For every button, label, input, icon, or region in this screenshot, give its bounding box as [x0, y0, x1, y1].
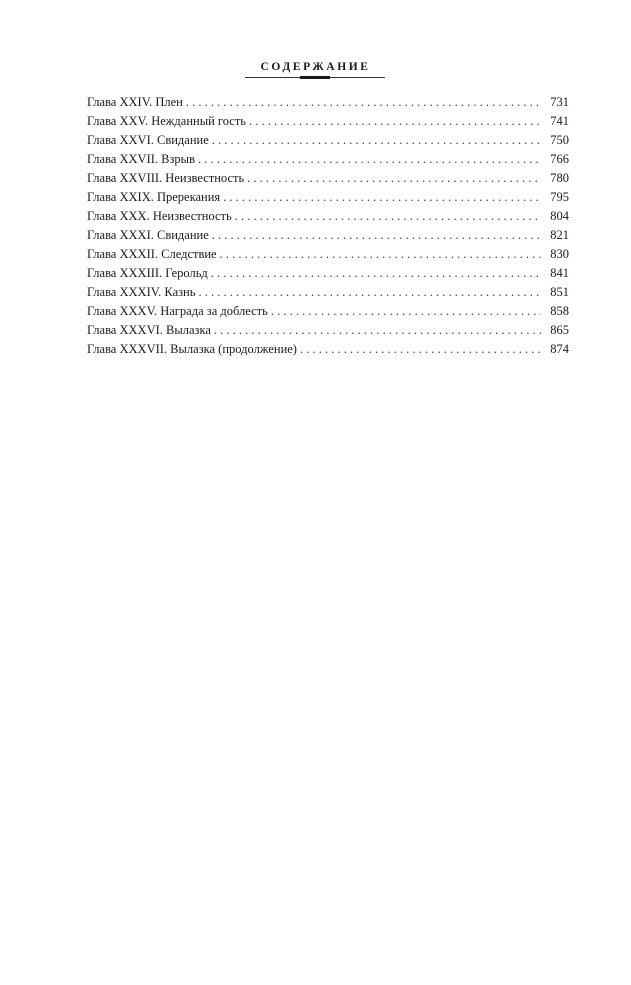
toc-entry[interactable] [87, 302, 569, 321]
page-title: СОДЕРЖАНИЕ [260, 61, 371, 73]
toc-dot-leader [198, 150, 541, 169]
toc-entry-title: Глава XXX. Неизвестность [87, 209, 232, 223]
toc-dot-leader [249, 112, 541, 131]
toc-entry-title: Глава XXXVII. Вылазка (продолжение) [87, 342, 297, 356]
toc-entry-title: Глава XXIV. Плен [87, 95, 183, 109]
toc-dot-leader [223, 188, 541, 207]
header-divider-accent [300, 76, 330, 79]
toc-dot-leader [212, 131, 541, 150]
toc-entry-title: Глава XXXIV. Казнь [87, 285, 196, 299]
toc-entry-page: 841 [550, 266, 569, 280]
toc-entry-title: Глава XXVII. Взрыв [87, 152, 195, 166]
toc-entry[interactable] [87, 207, 569, 226]
toc-entry[interactable] [87, 112, 569, 131]
toc-dot-leader [235, 207, 541, 226]
toc-entry-page: 851 [550, 285, 569, 299]
toc-entry[interactable] [87, 131, 569, 150]
toc-entry-page: 795 [550, 190, 569, 204]
toc-entry-title: Глава XXXIII. Герольд [87, 266, 208, 280]
toc-entry[interactable] [87, 93, 569, 112]
toc-entry[interactable] [87, 264, 569, 283]
toc-dot-leader [220, 245, 541, 264]
toc-entry-page: 731 [550, 95, 569, 109]
toc-dot-leader [211, 264, 541, 283]
toc-entry-page: 780 [550, 171, 569, 185]
toc-entry-title: Глава XXXVI. Вылазка [87, 323, 211, 337]
toc-entry-page: 804 [550, 209, 569, 223]
toc-dot-leader [214, 321, 541, 340]
toc-entry[interactable] [87, 340, 569, 359]
toc-entry-page: 858 [550, 304, 569, 318]
toc-entry[interactable] [87, 226, 569, 245]
toc-entry-page: 741 [550, 114, 569, 128]
toc-entry[interactable] [87, 283, 569, 302]
toc-entry-page: 830 [550, 247, 569, 261]
toc-dot-leader [198, 283, 541, 302]
toc-dot-leader [300, 340, 541, 359]
table-of-contents [87, 93, 569, 359]
toc-dot-leader [271, 302, 541, 321]
toc-entry-title: Глава XXVI. Свидание [87, 133, 209, 147]
toc-entry-title: Глава XXXI. Свидание [87, 228, 209, 242]
toc-entry-title: Глава XXVIII. Неизвестность [87, 171, 245, 185]
toc-entry-page: 766 [550, 152, 569, 166]
toc-entry[interactable] [87, 150, 569, 169]
toc-entry[interactable] [87, 245, 569, 264]
toc-entry-page: 865 [550, 323, 569, 337]
toc-entry-page: 874 [550, 342, 569, 356]
toc-entry-page: 821 [550, 228, 569, 242]
page-header [0, 57, 631, 75]
toc-entry[interactable] [87, 188, 569, 207]
toc-entry-title: Глава XXXV. Награда за доблесть [87, 304, 268, 318]
toc-entry-title: Глава XXIX. Пререкания [87, 190, 221, 204]
toc-entry[interactable] [87, 321, 569, 340]
toc-entry-title: Глава XXXII. Следствие [87, 247, 217, 261]
toc-entry-page: 750 [550, 133, 569, 147]
toc-dot-leader [186, 93, 541, 112]
toc-dot-leader [212, 226, 541, 245]
toc-entry-title: Глава XXV. Нежданный гость [87, 114, 247, 128]
toc-entry[interactable] [87, 169, 569, 188]
toc-dot-leader [247, 169, 541, 188]
